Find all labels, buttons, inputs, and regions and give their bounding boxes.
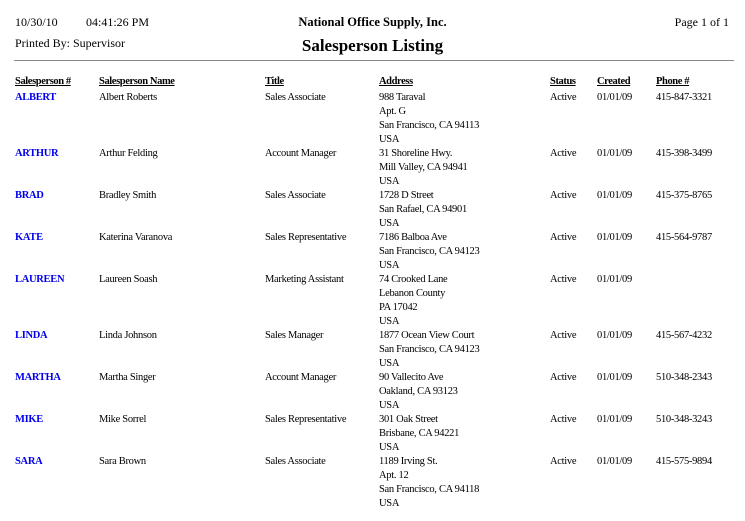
cell-phone: 415-567-4232 bbox=[656, 330, 712, 341]
table-row bbox=[0, 413, 745, 455]
cell-phone: 415-564-9787 bbox=[656, 232, 712, 243]
salesperson-link[interactable]: BRAD bbox=[15, 190, 44, 201]
address-line: San Francisco, CA 94123 bbox=[379, 246, 480, 257]
salesperson-link[interactable]: KATE bbox=[15, 232, 43, 243]
cell-status: Active bbox=[550, 330, 577, 341]
cell-title: Sales Associate bbox=[265, 190, 326, 201]
table-row bbox=[0, 231, 745, 273]
address-line: Apt. 12 bbox=[379, 470, 409, 481]
cell-name: Mike Sorrel bbox=[99, 414, 147, 425]
column-header-phone: Phone # bbox=[656, 76, 690, 87]
cell-status: Active bbox=[550, 456, 577, 467]
cell-name: Katerina Varanova bbox=[99, 232, 173, 243]
address-line: USA bbox=[379, 176, 400, 187]
cell-phone: 510-348-2343 bbox=[656, 372, 712, 383]
cell-phone: 415-398-3499 bbox=[656, 148, 712, 159]
cell-title: Sales Manager bbox=[265, 330, 324, 341]
cell-status: Active bbox=[550, 232, 577, 243]
address-line: USA bbox=[379, 400, 400, 411]
column-header-created: Created bbox=[597, 76, 631, 87]
address-line: 1877 Ocean View Court bbox=[379, 330, 475, 341]
cell-name: Laureen Soash bbox=[99, 274, 158, 285]
table-row bbox=[0, 189, 745, 231]
address-line: 301 Oak Street bbox=[379, 414, 438, 425]
table-row bbox=[0, 371, 745, 413]
address-line: Brisbane, CA 94221 bbox=[379, 428, 460, 439]
cell-title: Sales Associate bbox=[265, 92, 326, 103]
cell-status: Active bbox=[550, 274, 577, 285]
salesperson-link[interactable]: ALBERT bbox=[15, 92, 57, 103]
table-row bbox=[0, 147, 745, 189]
divider bbox=[14, 60, 734, 61]
page-number: Page 1 of 1 bbox=[674, 15, 729, 29]
cell-status: Active bbox=[550, 148, 577, 159]
cell-created: 01/01/09 bbox=[597, 232, 632, 243]
table-row bbox=[0, 91, 745, 147]
cell-created: 01/01/09 bbox=[597, 456, 632, 467]
salesperson-link[interactable]: ARTHUR bbox=[15, 148, 59, 159]
cell-title: Account Manager bbox=[265, 372, 337, 383]
address-line: 1189 Irving St. bbox=[379, 456, 438, 467]
column-header-status: Status bbox=[550, 76, 576, 87]
cell-status: Active bbox=[550, 372, 577, 383]
salesperson-link[interactable]: LINDA bbox=[15, 330, 48, 341]
table-row bbox=[0, 329, 745, 371]
cell-status: Active bbox=[550, 92, 577, 103]
cell-status: Active bbox=[550, 190, 577, 201]
address-line: Lebanon County bbox=[379, 288, 446, 299]
address-line: San Francisco, CA 94118 bbox=[379, 484, 480, 495]
cell-phone: 415-847-3321 bbox=[656, 92, 712, 103]
address-line: USA bbox=[379, 498, 400, 509]
cell-phone: 510-348-3243 bbox=[656, 414, 712, 425]
address-line: USA bbox=[379, 218, 400, 229]
address-line: 31 Shoreline Hwy. bbox=[379, 148, 453, 159]
address-line: 7186 Balboa Ave bbox=[379, 232, 447, 243]
report-date: 10/30/10 bbox=[15, 15, 58, 29]
column-header-id: Salesperson # bbox=[15, 76, 71, 87]
address-line: San Rafael, CA 94901 bbox=[379, 204, 467, 215]
address-line: USA bbox=[379, 316, 400, 327]
company-name: National Office Supply, Inc. bbox=[298, 15, 447, 29]
salesperson-table bbox=[0, 91, 745, 511]
cell-name: Sara Brown bbox=[99, 456, 146, 467]
cell-created: 01/01/09 bbox=[597, 92, 632, 103]
cell-name: Bradley Smith bbox=[99, 190, 157, 201]
address-line: Oakland, CA 93123 bbox=[379, 386, 458, 397]
column-header-address: Address bbox=[379, 76, 413, 87]
address-line: San Francisco, CA 94113 bbox=[379, 120, 480, 131]
address-line: USA bbox=[379, 134, 400, 145]
cell-created: 01/01/09 bbox=[597, 330, 632, 341]
address-line: 74 Crooked Lane bbox=[379, 274, 448, 285]
address-line: 90 Vallecito Ave bbox=[379, 372, 444, 383]
address-line: PA 17042 bbox=[379, 302, 418, 313]
column-header-title: Title bbox=[265, 76, 284, 87]
address-line: San Francisco, CA 94123 bbox=[379, 344, 480, 355]
table-row bbox=[0, 455, 745, 511]
column-header-name: Salesperson Name bbox=[99, 76, 175, 87]
address-line: 988 Taraval bbox=[379, 92, 426, 103]
table-row bbox=[0, 273, 745, 329]
salesperson-link[interactable]: MARTHA bbox=[15, 372, 61, 383]
cell-title: Marketing Assistant bbox=[265, 274, 344, 285]
cell-phone: 415-575-9894 bbox=[656, 456, 712, 467]
report-time: 04:41:26 PM bbox=[86, 15, 150, 29]
address-line: Mill Valley, CA 94941 bbox=[379, 162, 468, 173]
salesperson-link[interactable]: SARA bbox=[15, 456, 43, 467]
salesperson-link[interactable]: LAUREEN bbox=[15, 274, 65, 285]
cell-status: Active bbox=[550, 414, 577, 425]
cell-phone: 415-375-8765 bbox=[656, 190, 712, 201]
cell-created: 01/01/09 bbox=[597, 274, 632, 285]
cell-title: Sales Associate bbox=[265, 456, 326, 467]
salesperson-link[interactable]: MIKE bbox=[15, 414, 43, 425]
cell-name: Arthur Felding bbox=[99, 148, 158, 159]
address-line: Apt. G bbox=[379, 106, 406, 117]
cell-title: Sales Representative bbox=[265, 232, 347, 243]
printed-by: Printed By: Supervisor bbox=[15, 36, 125, 50]
cell-title: Sales Representative bbox=[265, 414, 347, 425]
cell-created: 01/01/09 bbox=[597, 190, 632, 201]
address-line: USA bbox=[379, 358, 400, 369]
cell-name: Linda Johnson bbox=[99, 330, 157, 341]
address-line: USA bbox=[379, 442, 400, 453]
cell-name: Albert Roberts bbox=[99, 92, 157, 103]
cell-title: Account Manager bbox=[265, 148, 337, 159]
cell-created: 01/01/09 bbox=[597, 414, 632, 425]
cell-created: 01/01/09 bbox=[597, 148, 632, 159]
address-line: USA bbox=[379, 260, 400, 271]
cell-name: Martha Singer bbox=[99, 372, 156, 383]
cell-created: 01/01/09 bbox=[597, 372, 632, 383]
page-title: Salesperson Listing bbox=[301, 36, 444, 55]
address-line: 1728 D Street bbox=[379, 190, 434, 201]
